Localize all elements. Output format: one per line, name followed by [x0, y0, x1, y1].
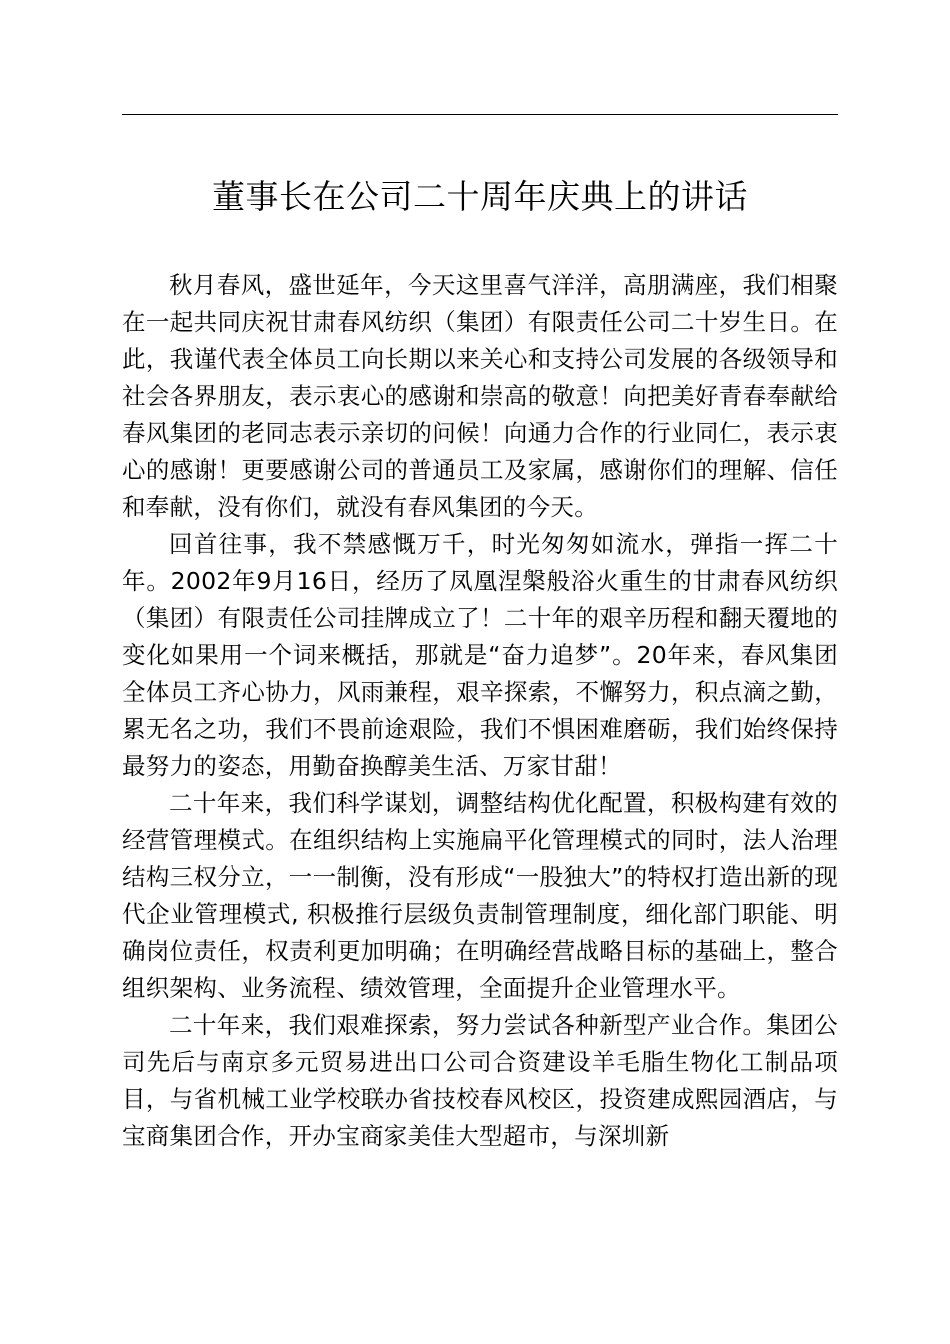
document-body — [122, 267, 838, 1155]
paragraph: 二十年来，我们艰难探索，努力尝试各种新型产业合作。集团公司先后与南京多元贸易进出口公司合资建设羊毛脂生物化工制品项目，与省机械工业学校联办省技校春风校区，投资建成熙园酒店，与宝商集团合作，开办宝商家美佳大型超市，与深圳新 — [122, 1011, 838, 1150]
paragraph: 二十年来，我们科学谋划，调整结构优化配置，积极构建有效的经营管理模式。在组织结构上实施扁平化管理模式的同时，法人治理结构三权分立，一一制衡，没有形成“一股独大”的特权打造出新的现代企业管理模式, 积极推行层级负责制管理制度，细化部门职能、明确岗位责任，权责利更加明确；在明确经营战略目标的基础上，整合组织架构、业务流程、绩效管理，全面提升企业管理水平。 — [122, 789, 838, 1002]
header-rule — [122, 114, 838, 115]
paragraph: 回首往事，我不禁感慨万千，时光匆匆如流水，弹指一挥二十年。2002年9月16日，经历了凤凰涅槃般浴火重生的甘肃春风纺织（集团）有限责任公司挂牌成立了！二十年的艰辛历程和翻天覆地的变化如果用一个词来概括，那就是“奋力追梦”。20年来，春风集团全体员工齐心协力，风雨兼程，艰辛探索，不懈努力，积点滴之勤，累无名之功，我们不畏前途艰险，我们不惧困难磨砺，我们始终保持最努力的姿态，用勤奋换醇美生活、万家甘甜！ — [122, 530, 838, 780]
paragraph: 秋月春风，盛世延年，今天这里喜气洋洋，高朋满座，我们相聚在一起共同庆祝甘肃春风纺织（集团）有限责任公司二十岁生日。在此，我谨代表全体员工向长期以来关心和支持公司发展的各级领导和社会各界朋友，表示衷心的感谢和崇高的敬意！向把美好青春奉献给春风集团的老同志表示亲切的问候！向通力合作的行业同仁，表示衷心的感谢！更要感谢公司的普通员工及家属，感谢你们的理解、信任和奉献，没有你们，就没有春风集团的今天。 — [122, 271, 838, 521]
document-title: 董事长在公司二十周年庆典上的讲话 — [212, 177, 748, 216]
